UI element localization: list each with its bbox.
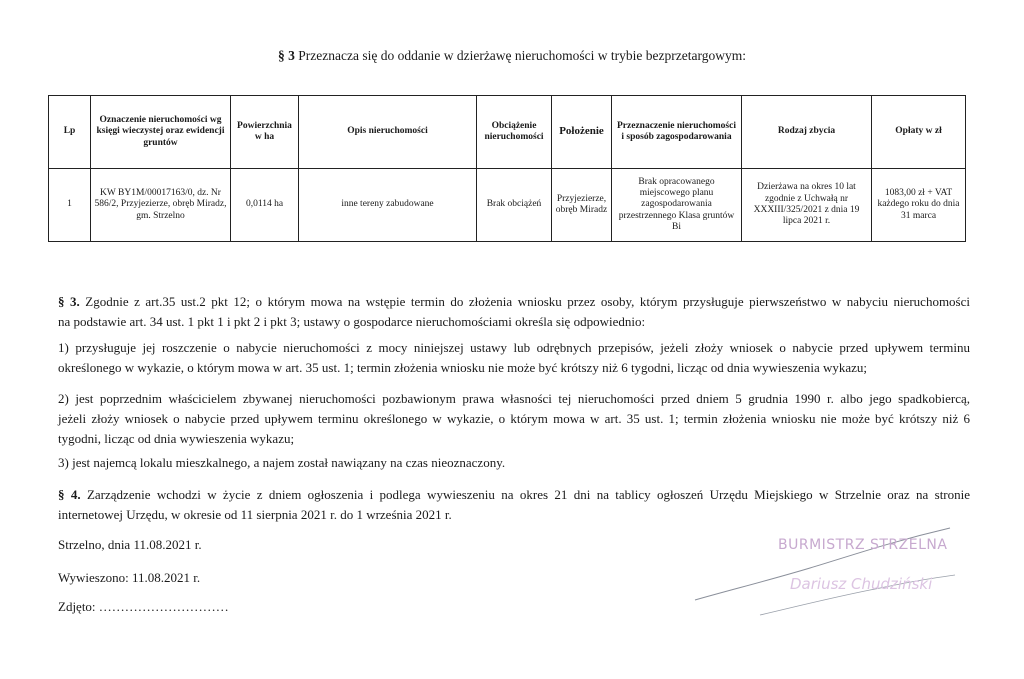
section-symbol: § 4. bbox=[58, 487, 81, 502]
property-table bbox=[48, 95, 966, 242]
header-location: Położenie bbox=[552, 96, 612, 169]
section-symbol: § 3 bbox=[278, 48, 295, 63]
paragraph-section-4 bbox=[58, 485, 970, 525]
section-3-heading bbox=[0, 48, 1024, 64]
mayor-stamp-name: Dariusz Chudziński bbox=[790, 575, 933, 593]
table-header-row bbox=[49, 96, 966, 169]
paragraph-line: 2) jest poprzednim właścicielem zbywanej nieruchomości pozbawionym prawa własności tej nieruchomości przed dniem 5 grudnia 1990 r. albo jego spadkobiercą, bbox=[58, 391, 970, 406]
cell-fees: 1083,00 zł + VAT każdego roku do dnia 31 marca bbox=[872, 169, 966, 242]
paragraph-line bbox=[58, 485, 970, 505]
header-purpose: Przeznaczenie nieruchomości i sposób zagospodarowania bbox=[612, 96, 742, 169]
paragraph-line bbox=[58, 292, 970, 312]
paragraph-section-3 bbox=[58, 292, 970, 332]
header-description: Opis nieruchomości bbox=[299, 96, 477, 169]
cell-encumbrance: Brak obciążeń bbox=[477, 169, 552, 242]
paragraph-line: 1) przysługuje jej roszczenie o nabycie nieruchomości z mocy niniejszej ustawy lub odrębnych przepisów, jeżeli złoży wniosek o nabycie przed upływem terminu bbox=[58, 340, 970, 355]
paragraph-text: Zgodnie z art.35 ust.2 pkt 12; o którym mowa na wstępie termin do złożenia wniosku przez osoby, którym przysługuje pierwszeństwo w nabyciu nieruchomości bbox=[85, 294, 970, 309]
paragraph-text: Zarządzenie wchodzi w życie z dniem ogłoszenia i podlega wywieszeniu na okres 21 dni na tablicy ogłoszeń Urzędu Miejskiego w Strzelnie oraz na stronie bbox=[86, 487, 971, 502]
paragraph-point-2 bbox=[58, 389, 970, 449]
section-heading-text: Przeznacza się do oddanie w dzierżawę nieruchomości w trybie bezprzetargowym: bbox=[298, 48, 746, 63]
header-disposal-type: Rodzaj zbycia bbox=[742, 96, 872, 169]
posted-date: Wywieszono: 11.08.2021 r. bbox=[58, 570, 201, 585]
paragraph-line: internetowej Urzędu, w okresie od 11 sierpnia 2021 r. do 1 września 2021 r. bbox=[58, 507, 452, 522]
header-lp: Lp bbox=[49, 96, 91, 169]
cell-area: 0,0114 ha bbox=[231, 169, 299, 242]
cell-designation: KW BY1M/00017163/0, dz. Nr 586/2, Przyjezierze, obręb Miradz, gm. Strzelno bbox=[91, 169, 231, 242]
paragraph-line: tygodni, licząc od dnia wywieszenia wykazu; bbox=[58, 431, 295, 446]
paragraph-point-3 bbox=[58, 453, 970, 473]
cell-description: inne tereny zabudowane bbox=[299, 169, 477, 242]
paragraph-line: na podstawie art. 34 ust. 1 pkt 1 i pkt 2 i pkt 3; ustawy o gospodarce nieruchomościami określa się odpowiednio: bbox=[58, 314, 646, 329]
cell-lp: 1 bbox=[49, 169, 91, 242]
table-row bbox=[49, 169, 966, 242]
paragraph-line: jeżeli złoży wniosek o nabycie przed upływem terminu określonego w wykazie, o którym mowa w art. 35 ust. 1; termin złożenia wniosku nie może być krótszy niż 6 bbox=[58, 411, 970, 426]
paragraph-line: określonego w wykazie, o którym mowa w art. 35 ust. 1; termin złożenia wniosku nie może być krótszy niż 6 tygodni, licząc od dnia wywieszenia wykazu; bbox=[58, 360, 868, 375]
cell-location: Przyjezierze, obręb Miradz bbox=[552, 169, 612, 242]
header-designation: Oznaczenie nieruchomości wg księgi wieczystej oraz ewidencji gruntów bbox=[91, 96, 231, 169]
cell-purpose: Brak opracowanego miejscowego planu zagospodarowania przestrzennego Klasa gruntów Bi bbox=[612, 169, 742, 242]
cell-disposal-type: Dzierżawa na okres 10 lat zgodnie z Uchwałą nr XXXIII/325/2021 z dnia 19 lipca 2021 r. bbox=[742, 169, 872, 242]
section-symbol: § 3. bbox=[58, 294, 80, 309]
removed-date: Zdjęto: ………………………… bbox=[58, 599, 229, 614]
header-encumbrance: Obciążenie nieruchomości bbox=[477, 96, 552, 169]
header-area: Powierzchnia w ha bbox=[231, 96, 299, 169]
header-fees: Opłaty w zł bbox=[872, 96, 966, 169]
mayor-stamp-title: BURMISTRZ STRZELNA bbox=[778, 537, 948, 553]
paragraph-line: 3) jest najemcą lokalu mieszkalnego, a najem został nawiązany na czas nieoznaczony. bbox=[58, 455, 506, 470]
place-date: Strzelno, dnia 11.08.2021 r. bbox=[58, 537, 202, 552]
paragraph-point-1 bbox=[58, 338, 970, 378]
